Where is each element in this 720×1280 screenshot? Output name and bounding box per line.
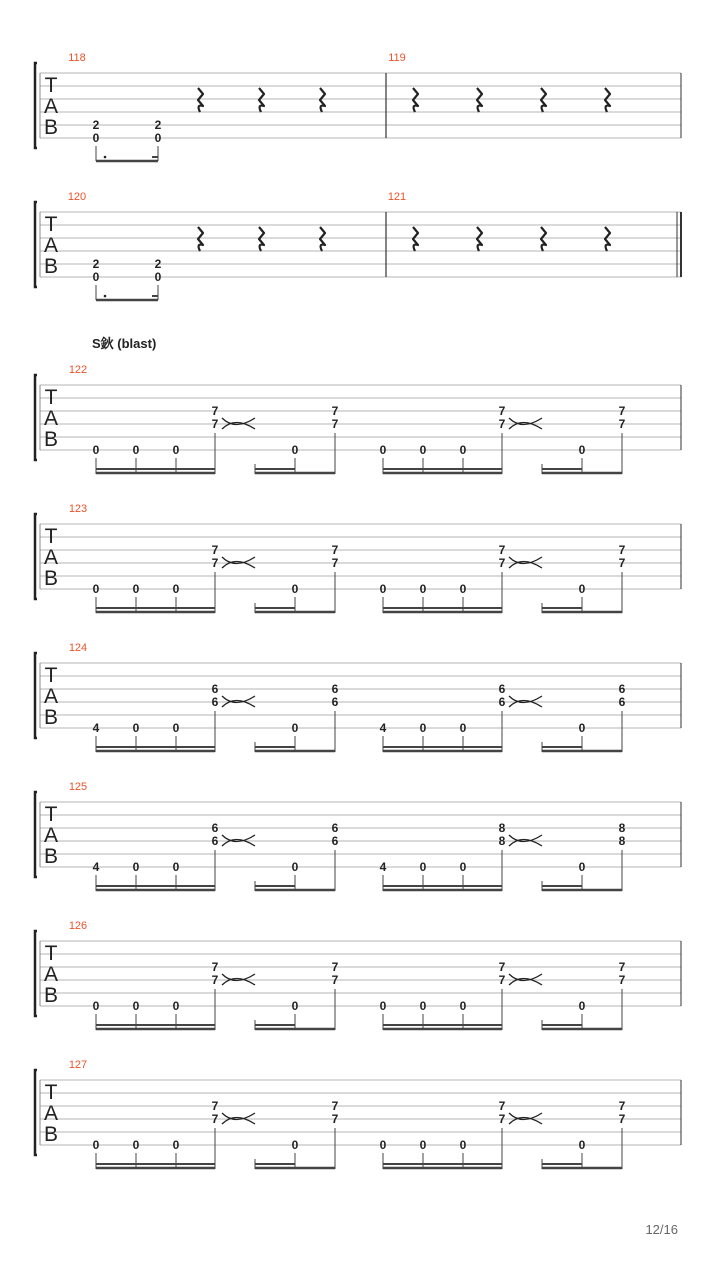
fret-number: 0 (92, 443, 100, 457)
fret-number: 0 (419, 1138, 427, 1152)
fret-number: 0 (291, 1138, 299, 1152)
fret-number: 0 (578, 860, 586, 874)
fret-number: 0 (291, 582, 299, 596)
quarter-rest (198, 227, 203, 251)
quarter-rest (413, 88, 418, 112)
fret-number: 7 (498, 404, 506, 418)
measure-number: 120 (67, 191, 87, 203)
system-bracket (35, 1070, 37, 1155)
fret-number: 0 (419, 582, 427, 596)
fret-number: 0 (578, 582, 586, 596)
measure-number: 126 (68, 920, 88, 932)
fret-number: 0 (132, 999, 140, 1013)
system-bracket (35, 202, 37, 287)
fret-number: 8 (618, 821, 626, 835)
fret-number: 0 (459, 999, 467, 1013)
tie-arc (509, 562, 542, 569)
quarter-rest (605, 227, 610, 251)
fret-number: 6 (331, 821, 339, 835)
fret-number: 0 (172, 1138, 180, 1152)
tab-system (35, 781, 681, 891)
tab-clef-letter: A (43, 546, 59, 569)
fret-number: 0 (419, 860, 427, 874)
system-bracket (35, 653, 37, 738)
fret-number: 0 (172, 860, 180, 874)
tab-system (35, 920, 681, 1030)
measure-number: 119 (388, 52, 406, 64)
quarter-rest (605, 88, 610, 112)
page-number: 12/16 (645, 1222, 678, 1237)
fret-number: 6 (211, 821, 219, 835)
fret-number: 0 (459, 1138, 467, 1152)
fret-number: 6 (618, 682, 626, 696)
fret-number: 8 (498, 821, 506, 835)
fret-number: 0 (172, 443, 180, 457)
fret-number: 0 (379, 443, 387, 457)
fret-number: 7 (331, 404, 339, 418)
fret-number: 7 (331, 417, 339, 431)
fret-number: 8 (498, 834, 506, 848)
measure-number: 122 (68, 364, 88, 376)
system-bracket (35, 792, 37, 877)
tab-clef-letter: T (44, 1081, 58, 1104)
system-bracket (35, 514, 37, 599)
fret-number: 7 (211, 960, 219, 974)
fret-number: 0 (291, 443, 299, 457)
fret-number: 7 (331, 1099, 339, 1113)
fret-number: 8 (618, 834, 626, 848)
fret-number: 7 (618, 404, 626, 418)
fret-number: 0 (291, 721, 299, 735)
fret-number: 6 (331, 695, 339, 709)
tab-clef-letter: A (43, 95, 59, 118)
tab-clef-letter: T (44, 386, 58, 409)
fret-number: 7 (211, 973, 219, 987)
fret-number: 6 (211, 695, 219, 709)
quarter-rest (413, 227, 418, 251)
tie-arc (509, 979, 542, 986)
fret-number: 0 (419, 443, 427, 457)
tab-clef-letter: A (43, 824, 59, 847)
fret-number: 0 (578, 1138, 586, 1152)
measure-number: 123 (68, 503, 88, 515)
fret-number: 4 (92, 860, 100, 874)
quarter-rest (259, 227, 264, 251)
tab-clef-letter: B (43, 1123, 59, 1146)
fret-number: 6 (211, 682, 219, 696)
quarter-rest (541, 88, 546, 112)
fret-number: 0 (92, 999, 100, 1013)
fret-number: 0 (459, 860, 467, 874)
fret-number: 0 (379, 1138, 387, 1152)
tab-clef-letter: B (43, 984, 59, 1007)
fret-number: 0 (92, 1138, 100, 1152)
system-bracket (35, 63, 37, 148)
tie-arc (222, 979, 255, 986)
fret-number: 7 (498, 960, 506, 974)
fret-number: 0 (291, 999, 299, 1013)
fret-number: 7 (498, 973, 506, 987)
tab-system (35, 503, 681, 613)
fret-number: 6 (498, 682, 506, 696)
fret-number: 0 (132, 443, 140, 457)
fret-number: 2 (154, 257, 162, 271)
tie-arc (222, 562, 255, 569)
tie-arc (509, 840, 542, 847)
fret-number: 6 (211, 834, 219, 848)
measure-number: 125 (68, 781, 88, 793)
fret-number: 0 (459, 721, 467, 735)
quarter-rest (541, 227, 546, 251)
quarter-rest (320, 88, 325, 112)
tab-system (35, 191, 681, 300)
fret-number: 7 (211, 404, 219, 418)
quarter-rest (477, 227, 482, 251)
tab-clef-letter: A (43, 407, 59, 430)
fret-number: 0 (419, 999, 427, 1013)
quarter-rest (259, 88, 264, 112)
fret-number: 4 (379, 721, 387, 735)
fret-number: 6 (618, 695, 626, 709)
fret-number: 7 (211, 556, 219, 570)
fret-number: 4 (92, 721, 100, 735)
fret-number: 6 (498, 695, 506, 709)
fret-number: 7 (498, 543, 506, 557)
fret-number: 7 (618, 960, 626, 974)
tab-clef-letter: A (43, 685, 59, 708)
tab-clef-letter: B (43, 428, 59, 451)
fret-number: 0 (172, 582, 180, 596)
tie-arc (509, 701, 542, 708)
tab-clef-letter: T (44, 74, 58, 97)
fret-number: 0 (419, 721, 427, 735)
fret-number: 7 (211, 1112, 219, 1126)
fret-number: 0 (132, 860, 140, 874)
tab-clef-letter: T (44, 664, 58, 687)
tie-arc (222, 1118, 255, 1125)
fret-number: 7 (211, 1099, 219, 1113)
tab-clef-letter: B (43, 706, 59, 729)
fret-number: 7 (498, 1112, 506, 1126)
quarter-rest (198, 88, 203, 112)
fret-number: 7 (618, 543, 626, 557)
dot (104, 156, 107, 159)
tab-clef-letter: T (44, 525, 58, 548)
tie-arc (222, 423, 255, 430)
tie-arc (509, 1118, 542, 1125)
tie-arc (222, 840, 255, 847)
tab-system (35, 642, 681, 752)
measure-number: 121 (387, 191, 407, 203)
quarter-rest (320, 227, 325, 251)
tab-clef-letter: T (44, 803, 58, 826)
fret-number: 6 (331, 682, 339, 696)
measure-number: 124 (68, 642, 88, 654)
system-bracket (35, 375, 37, 460)
fret-number: 7 (331, 543, 339, 557)
fret-number: 0 (379, 999, 387, 1013)
fret-number: 0 (172, 721, 180, 735)
fret-number: 4 (379, 860, 387, 874)
fret-number: 0 (132, 721, 140, 735)
fret-number: 0 (92, 270, 100, 284)
fret-number: 2 (92, 118, 100, 132)
fret-number: 7 (498, 556, 506, 570)
measure-number: 127 (68, 1059, 88, 1071)
fret-number: 2 (92, 257, 100, 271)
dot (104, 295, 107, 298)
tab-clef-letter: A (43, 234, 59, 257)
fret-number: 0 (92, 131, 100, 145)
fret-number: 7 (211, 543, 219, 557)
fret-number: 0 (291, 860, 299, 874)
fret-number: 7 (618, 556, 626, 570)
tab-clef-letter: B (43, 255, 59, 278)
tab-clef-letter: B (43, 845, 59, 868)
tie-arc (222, 701, 255, 708)
fret-number: 7 (331, 973, 339, 987)
fret-number: 7 (498, 1099, 506, 1113)
tab-system (35, 52, 681, 161)
fret-number: 0 (578, 443, 586, 457)
fret-number: 7 (618, 1099, 626, 1113)
fret-number: 7 (331, 556, 339, 570)
fret-number: 7 (211, 417, 219, 431)
fret-number: 0 (459, 443, 467, 457)
section-label: S鈥 (blast) (92, 336, 157, 351)
fret-number: 0 (154, 131, 162, 145)
tab-clef-letter: A (43, 1102, 59, 1125)
fret-number: 0 (578, 721, 586, 735)
tie-arc (509, 423, 542, 430)
tab-clef-letter: T (44, 213, 58, 236)
fret-number: 7 (618, 1112, 626, 1126)
tab-clef-letter: B (43, 567, 59, 590)
tab-clef-letter: T (44, 942, 58, 965)
fret-number: 6 (331, 834, 339, 848)
fret-number: 0 (379, 582, 387, 596)
fret-number: 2 (154, 118, 162, 132)
measure-number: 118 (68, 52, 86, 64)
fret-number: 7 (331, 1112, 339, 1126)
tab-system (35, 1059, 681, 1169)
fret-number: 7 (498, 417, 506, 431)
tab-clef-letter: B (43, 116, 59, 139)
fret-number: 0 (132, 1138, 140, 1152)
fret-number: 7 (618, 417, 626, 431)
fret-number: 7 (331, 960, 339, 974)
fret-number: 0 (578, 999, 586, 1013)
quarter-rest (477, 88, 482, 112)
system-bracket (35, 931, 37, 1016)
fret-number: 0 (92, 582, 100, 596)
fret-number: 7 (618, 973, 626, 987)
fret-number: 0 (172, 999, 180, 1013)
tab-system (35, 364, 681, 474)
fret-number: 0 (132, 582, 140, 596)
fret-number: 0 (154, 270, 162, 284)
fret-number: 0 (459, 582, 467, 596)
tab-clef-letter: A (43, 963, 59, 986)
